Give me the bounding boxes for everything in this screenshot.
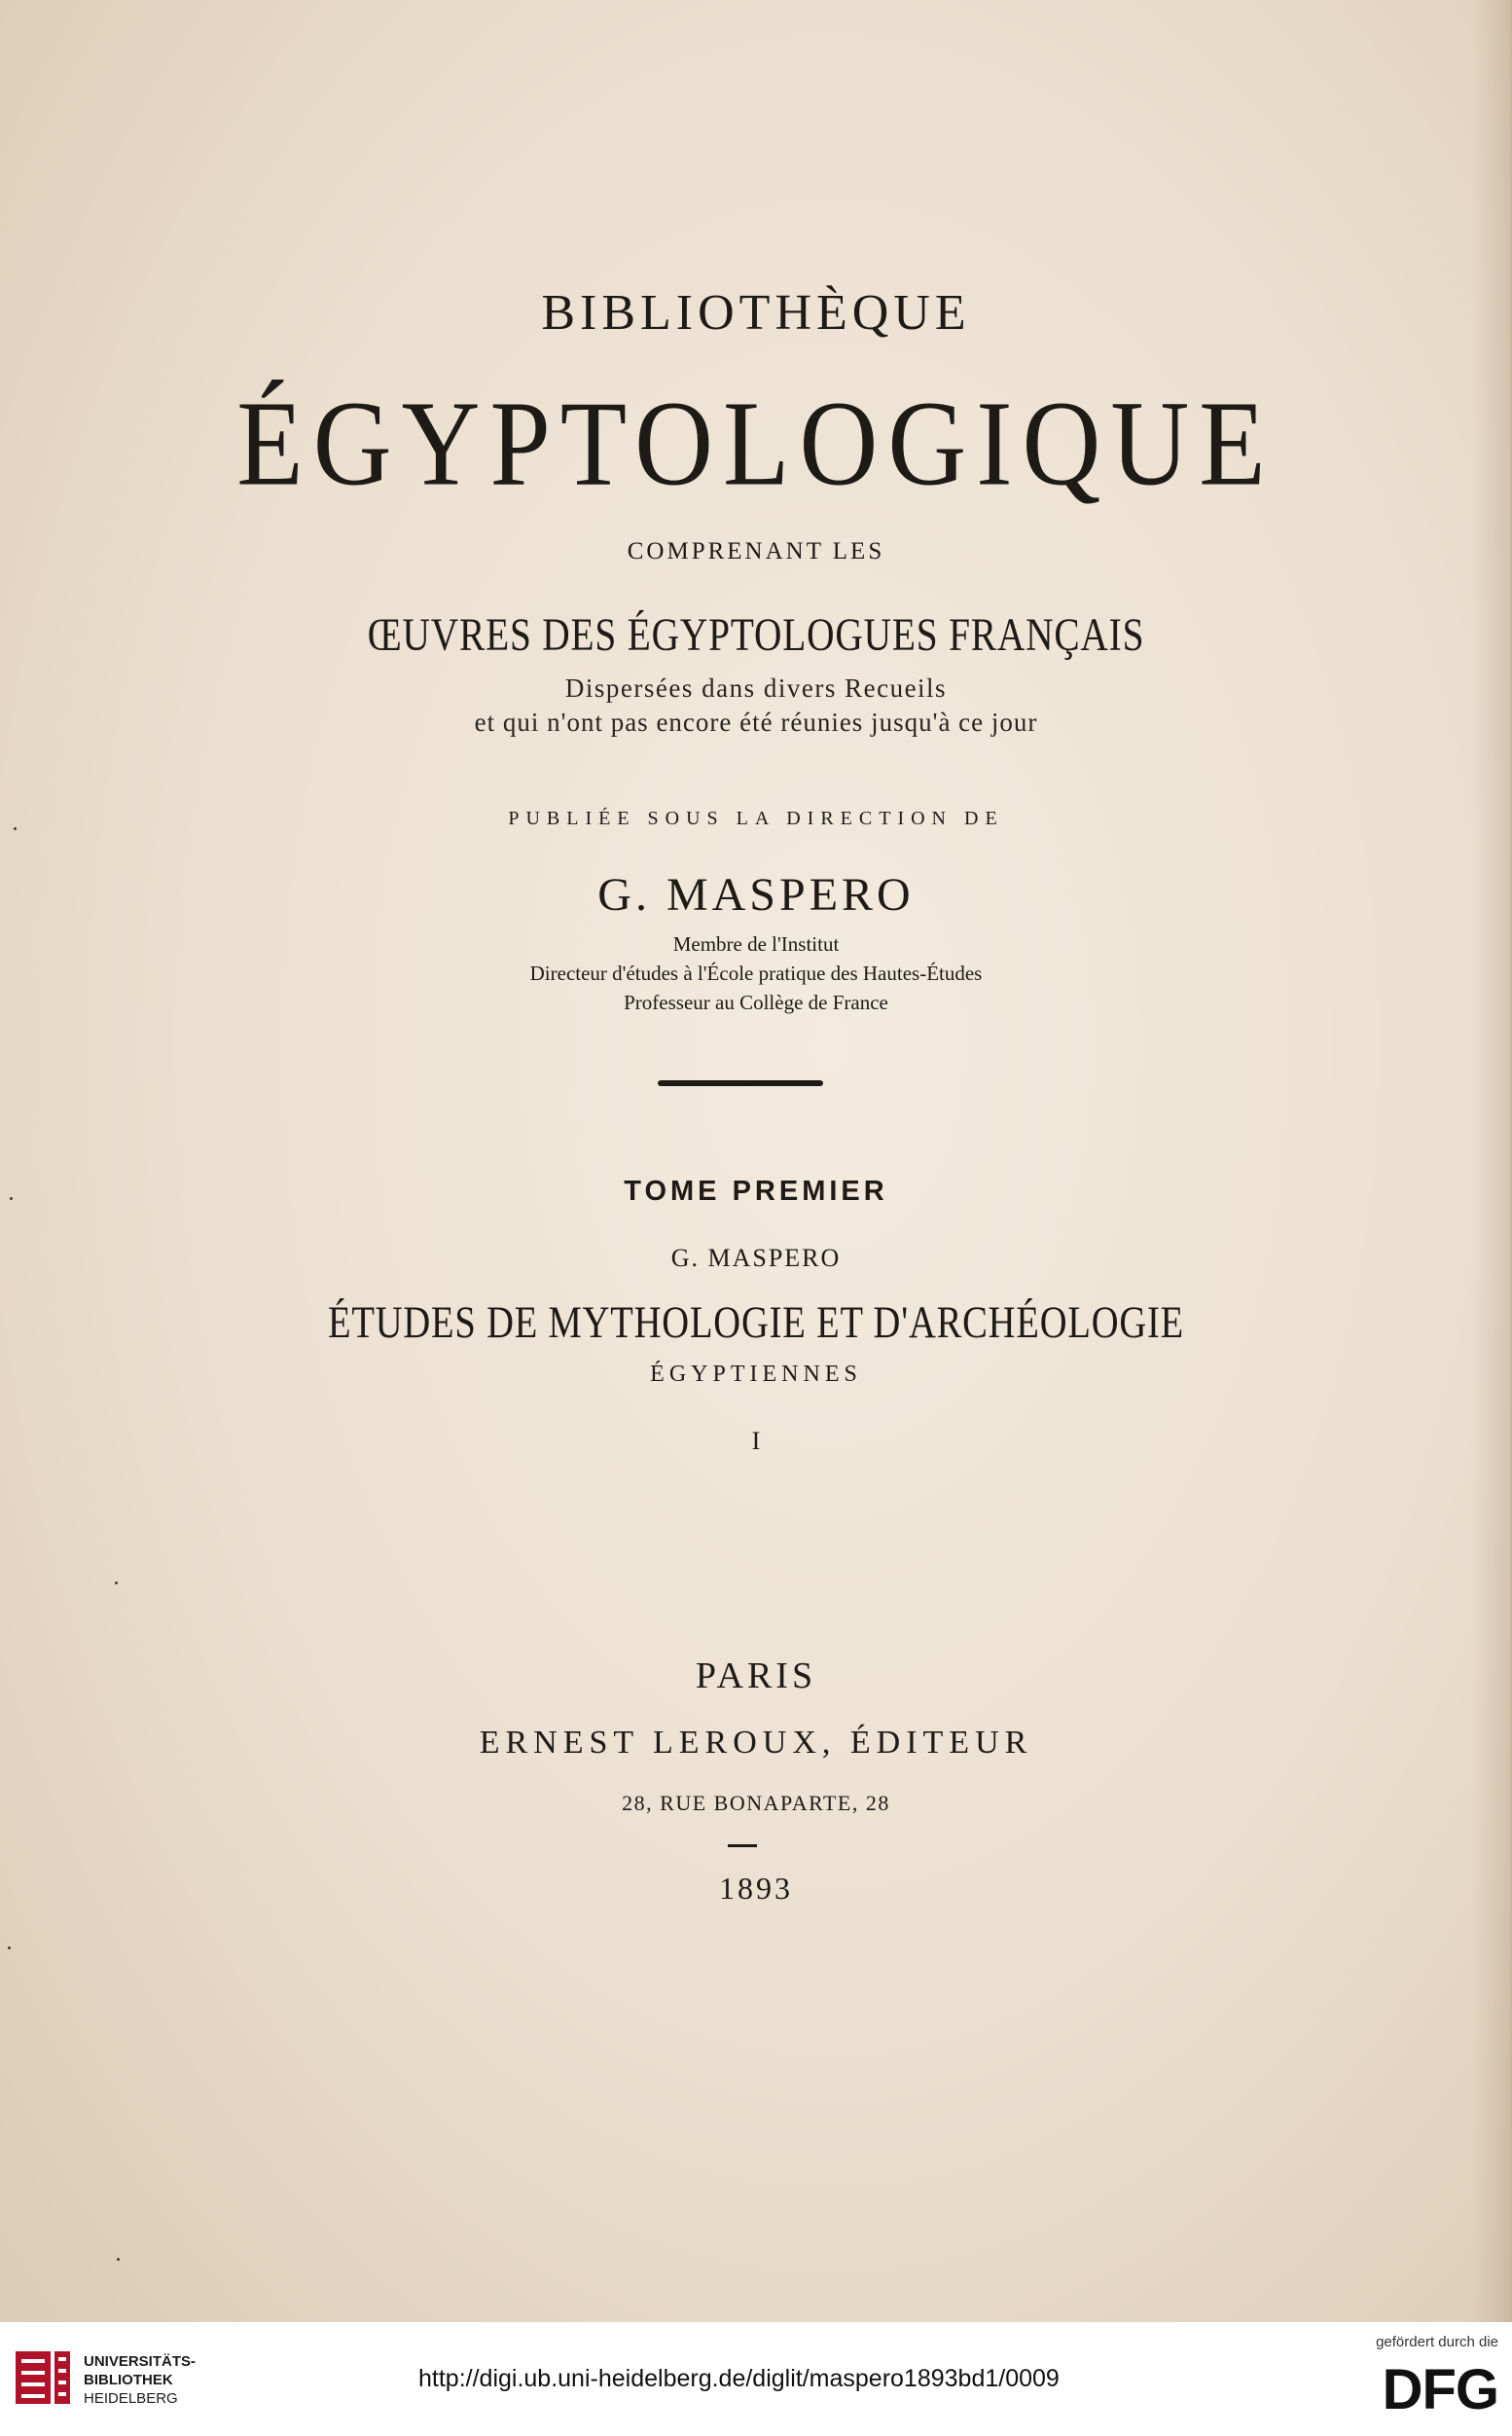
editor-credential-2: Directeur d'études à l'École pratique des Hautes-Études [529,962,983,985]
series-note-line2: et qui n'ont pas encore été réunies jusqu'à ce jour [474,708,1038,737]
editor-credential-1: Membre de l'Institut [672,932,840,956]
publication-city: PARIS [695,1655,817,1696]
funding-note: gefördert durch die [1376,2334,1498,2350]
library-name-line3: HEIDELBERG [84,2390,178,2407]
series-title-line2: ÉGYPTOLOGIQUE [236,376,1276,512]
volume-label: TOME PREMIER [624,1176,888,1207]
dfg-logo[interactable]: DFG [1382,2358,1498,2421]
page-edge-shadow [1471,0,1510,2322]
editor-credential-3: Professeur au Collège de France [624,991,888,1014]
author-name: G. MASPERO [670,1244,842,1272]
paper-speck [10,1197,13,1200]
paper-speck [115,1582,118,1584]
work-subtitle: ÉGYPTIENNES [650,1362,862,1387]
part-number: I [751,1427,761,1455]
paper-speck [117,2258,120,2261]
viewer-footer [0,2322,1512,2436]
imprint-dash [728,1844,757,1847]
work-title: ÉTUDES DE MYTHOLOGIE ET D'ARCHÉOLOGIE [327,1297,1185,1348]
series-description: ŒUVRES DES ÉGYPTOLOGUES FRANÇAIS [367,609,1145,661]
library-name-line2: BIBLIOTHEK [84,2372,173,2388]
publication-year: 1893 [719,1871,793,1906]
series-note-line1: Dispersées dans divers Recueils [564,673,948,703]
paper-speck [8,1946,11,1949]
university-library-logo-icon[interactable] [12,2344,74,2412]
publisher-address: 28, RUE BONAPARTE, 28 [622,1791,890,1815]
permalink-url[interactable]: http://digi.ub.uni-heidelberg.de/diglit/maspero1893bd1/0009 [418,2365,1060,2392]
publisher-name: ERNEST LEROUX, ÉDITEUR [479,1725,1033,1761]
series-title-line1: BIBLIOTHÈQUE [541,285,971,341]
editor-name: G. MASPERO [597,869,915,921]
direction-label: PUBLIÉE SOUS LA DIRECTION DE [508,808,1004,829]
series-subheading: COMPRENANT LES [627,538,885,564]
section-rule [658,1080,823,1086]
paper-speck [14,827,17,830]
library-name-line1: UNIVERSITÄTS- [84,2353,197,2370]
